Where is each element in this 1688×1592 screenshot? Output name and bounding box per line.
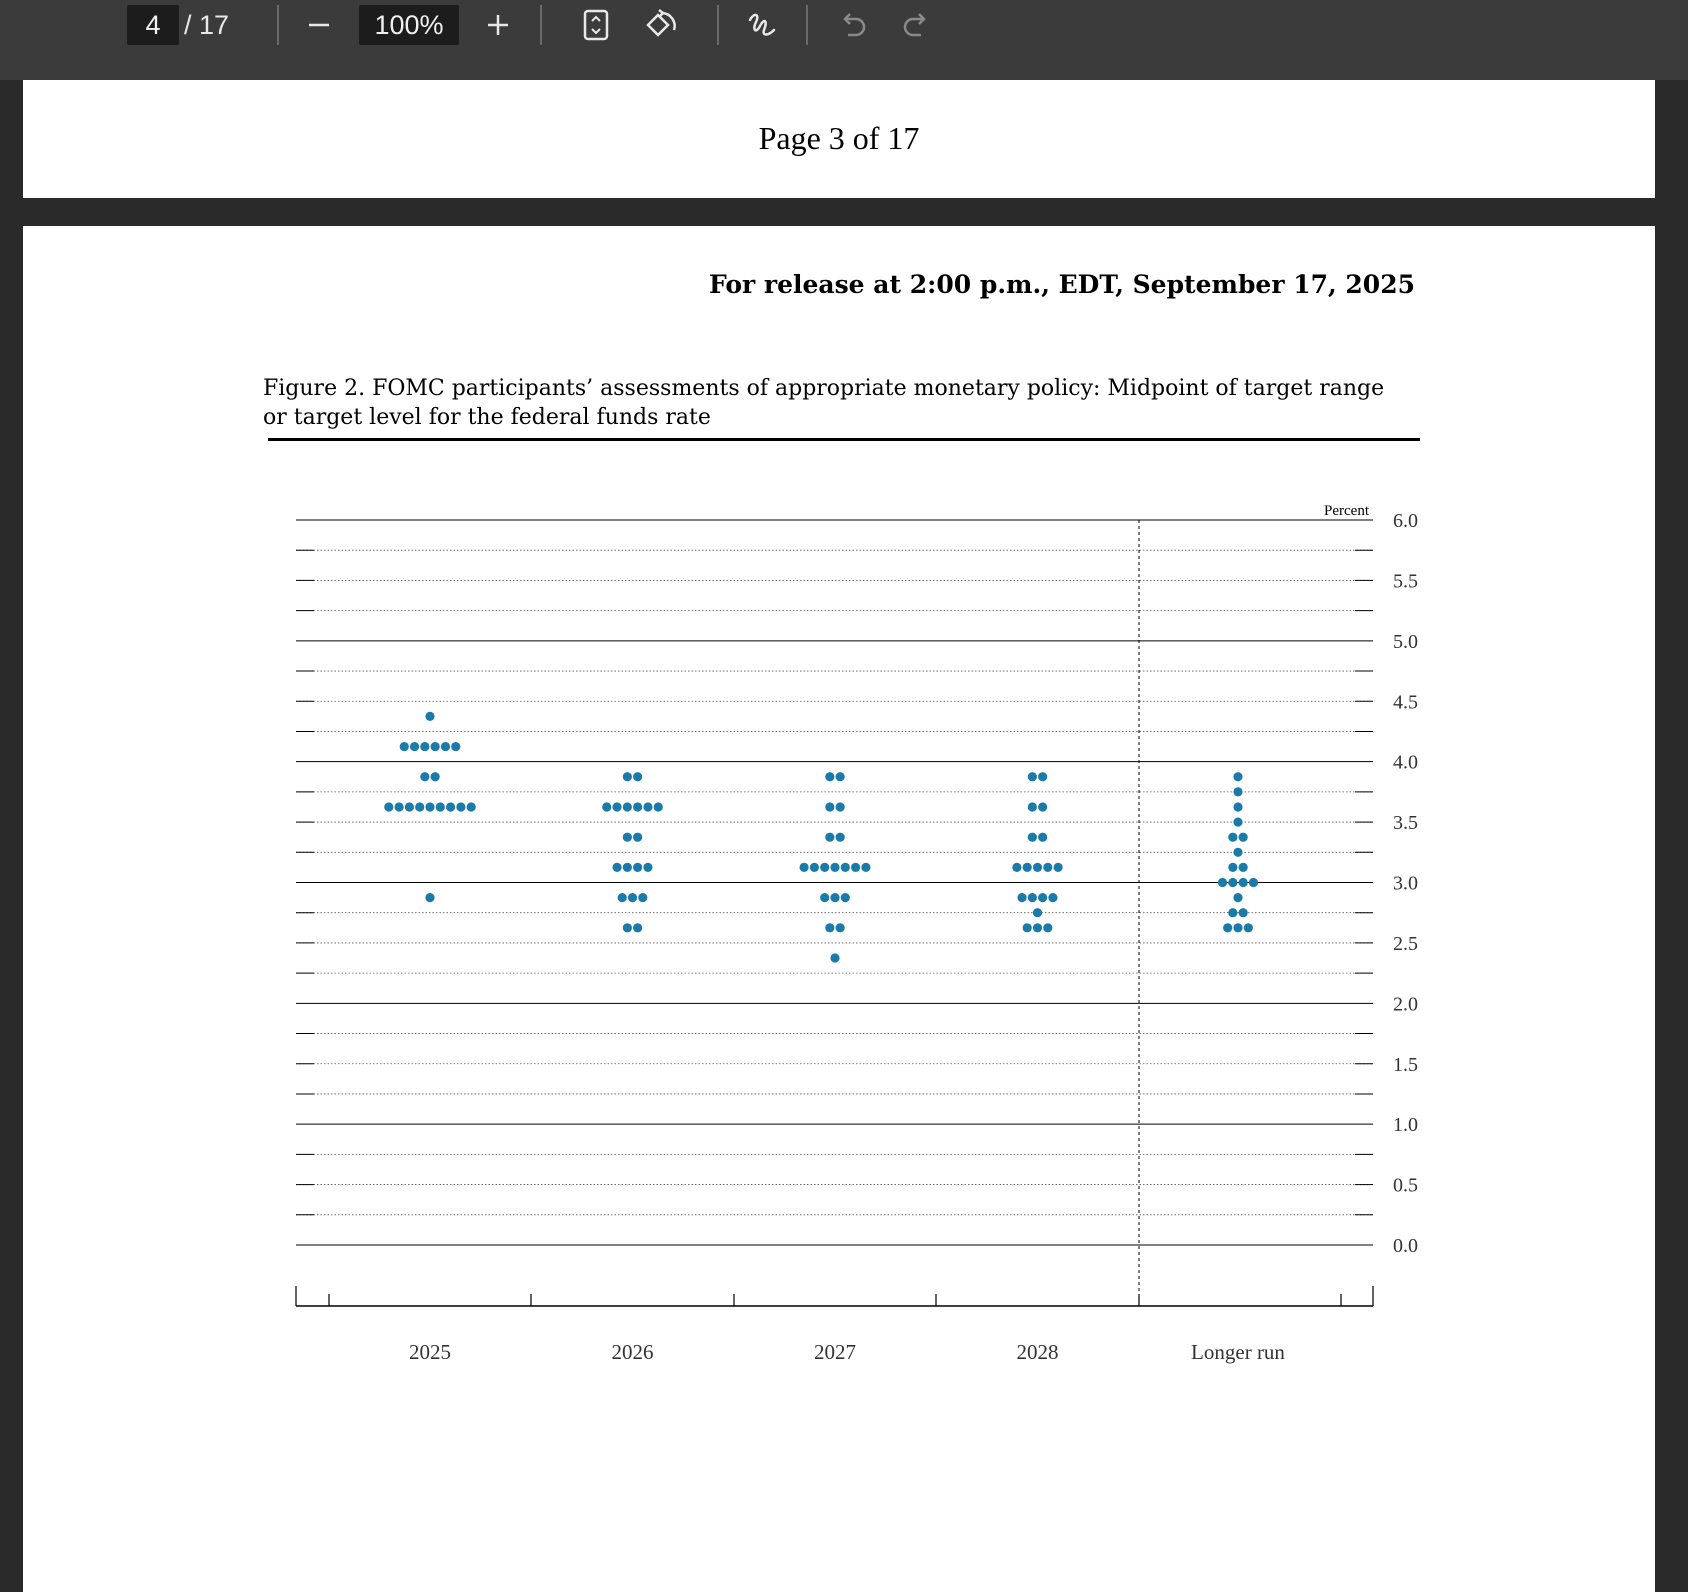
participant-dot [633,772,642,781]
participant-dot [1038,802,1047,811]
y-tick-label: 0.0 [1393,1235,1418,1257]
y-tick-label: 3.5 [1393,812,1418,835]
participant-dot [602,802,611,811]
undo-icon [838,11,868,39]
release-line: For release at 2:00 p.m., EDT, September 17, 2025 [709,270,1415,299]
participant-dot [1233,817,1242,826]
participant-dot [425,893,434,902]
participant-dot [820,893,829,902]
participant-dot [830,893,839,902]
participant-dot [841,893,850,902]
draw-icon [746,10,778,40]
participant-dot [654,802,663,811]
caption-line-2: or target level for the federal funds rate [263,405,711,430]
fit-page-icon [583,9,609,41]
y-tick-label: 3.0 [1393,872,1418,895]
participant-dot [841,863,850,872]
participant-dot [1233,802,1242,811]
participant-dot [612,863,621,872]
undo-button[interactable] [831,5,875,45]
participant-dot [623,923,632,932]
participant-dot [825,802,834,811]
page-footer-label: Page 3 of 17 [758,120,920,156]
rotate-icon [642,8,678,42]
participant-dot [1028,833,1037,842]
participant-dot [384,802,393,811]
redo-icon [901,11,931,39]
participant-dot [643,802,652,811]
participant-dot [1218,878,1227,887]
participant-dot [612,802,621,811]
participant-dot [633,833,642,842]
participant-dot [836,923,845,932]
participant-dot [1228,878,1237,887]
participant-dot [1233,772,1242,781]
rotate-button[interactable] [638,5,682,45]
toolbar-divider [540,5,542,45]
previous-page [23,80,1655,198]
participant-dot [415,802,424,811]
participant-dot [623,833,632,842]
participant-dot [633,802,642,811]
participant-dot [1233,787,1242,796]
participant-dot [425,802,434,811]
participant-dot [638,893,647,902]
draw-button[interactable] [740,5,784,45]
participant-dot [410,742,419,751]
participant-dot [861,863,870,872]
zoom-out-icon [307,13,331,37]
redo-button[interactable] [894,5,938,45]
participant-dot [1239,863,1248,872]
participant-dot [623,863,632,872]
participant-dot [643,863,652,872]
participant-dot [1033,863,1042,872]
participant-dot [800,863,809,872]
participant-dot [1233,893,1242,902]
participant-dot [1239,908,1248,917]
participant-dot [1043,923,1052,932]
participant-dot [618,893,627,902]
participant-dot [1017,893,1026,902]
participant-dot [810,863,819,872]
participant-dot [825,833,834,842]
participant-dot [1043,863,1052,872]
participant-dot [1249,878,1258,887]
participant-dot [395,802,404,811]
category-label: 2027 [814,1340,856,1364]
participant-dot [628,893,637,902]
participant-dot [456,802,465,811]
participant-dot [1038,833,1047,842]
participant-dot [836,772,845,781]
y-tick-label: 2.5 [1393,932,1418,955]
participant-dot [436,802,445,811]
participant-dot [1233,923,1242,932]
participant-dot [830,953,839,962]
participant-dot [633,863,642,872]
zoom-in-button[interactable] [476,5,520,45]
y-tick-label: 6.0 [1393,510,1418,532]
participant-dot [1028,772,1037,781]
zoom-in-icon [485,12,511,38]
participant-dot [836,802,845,811]
y-tick-label: 4.0 [1393,751,1418,774]
participant-dot [820,863,829,872]
participant-dot [400,742,409,751]
participant-dot [836,833,845,842]
participant-dot [1048,893,1057,902]
participant-dot [1233,848,1242,857]
participant-dot [451,742,460,751]
participant-dot [1033,923,1042,932]
participant-dot [1028,893,1037,902]
pdf-toolbar [0,0,1688,80]
participant-dot [623,802,632,811]
participant-dot [851,863,860,872]
category-label: Longer run [1191,1340,1285,1364]
y-tick-label: 5.0 [1393,630,1418,653]
participant-dot [623,772,632,781]
participant-dot [446,802,455,811]
participant-dot [1023,863,1032,872]
participant-dot [405,802,414,811]
y-tick-label: 4.5 [1393,691,1418,714]
fit-page-button[interactable] [574,5,618,45]
participant-dot [1023,923,1032,932]
category-label: 2028 [1016,1340,1059,1364]
zoom-out-button[interactable] [297,5,341,45]
document-page [23,226,1655,1592]
participant-dot [420,772,429,781]
participant-dot [431,742,440,751]
page-total-label: / 17 [184,10,230,40]
participant-dot [1033,908,1042,917]
participant-dot [420,742,429,751]
participant-dot [825,923,834,932]
participant-dot [467,802,476,811]
participant-dot [830,863,839,872]
participant-dot [1223,923,1232,932]
participant-dot [1054,863,1063,872]
participant-dot [1228,908,1237,917]
y-tick-label: 0.5 [1393,1174,1418,1197]
participant-dot [1038,893,1047,902]
toolbar-divider [277,5,279,45]
participant-dot [633,923,642,932]
y-tick-label: 1.0 [1393,1114,1418,1137]
participant-dot [825,772,834,781]
participant-dot [1244,923,1253,932]
participant-dot [1028,802,1037,811]
y-tick-label: 5.5 [1393,570,1418,593]
participant-dot [1012,863,1021,872]
caption-line-1: Figure 2. FOMC participants’ assessments of appropriate monetary policy: Midpoint of target range [263,376,1385,401]
participant-dot [441,742,450,751]
participant-dot [431,772,440,781]
category-label: 2026 [611,1340,654,1364]
participant-dot [1239,833,1248,842]
toolbar-divider [717,5,719,45]
page-number-input[interactable]: 4 [127,5,179,45]
dot-plot-chart [23,226,1655,1592]
y-axis-label: Percent [1324,503,1369,519]
participant-dot [1038,772,1047,781]
toolbar-divider [806,5,808,45]
category-label: 2025 [409,1340,451,1364]
zoom-level[interactable]: 100% [359,5,459,45]
y-tick-label: 1.5 [1393,1053,1418,1076]
participant-dot [1228,863,1237,872]
participant-dot [425,712,434,721]
participant-dot [1239,878,1248,887]
y-tick-label: 2.0 [1393,993,1418,1016]
participant-dot [1228,833,1237,842]
